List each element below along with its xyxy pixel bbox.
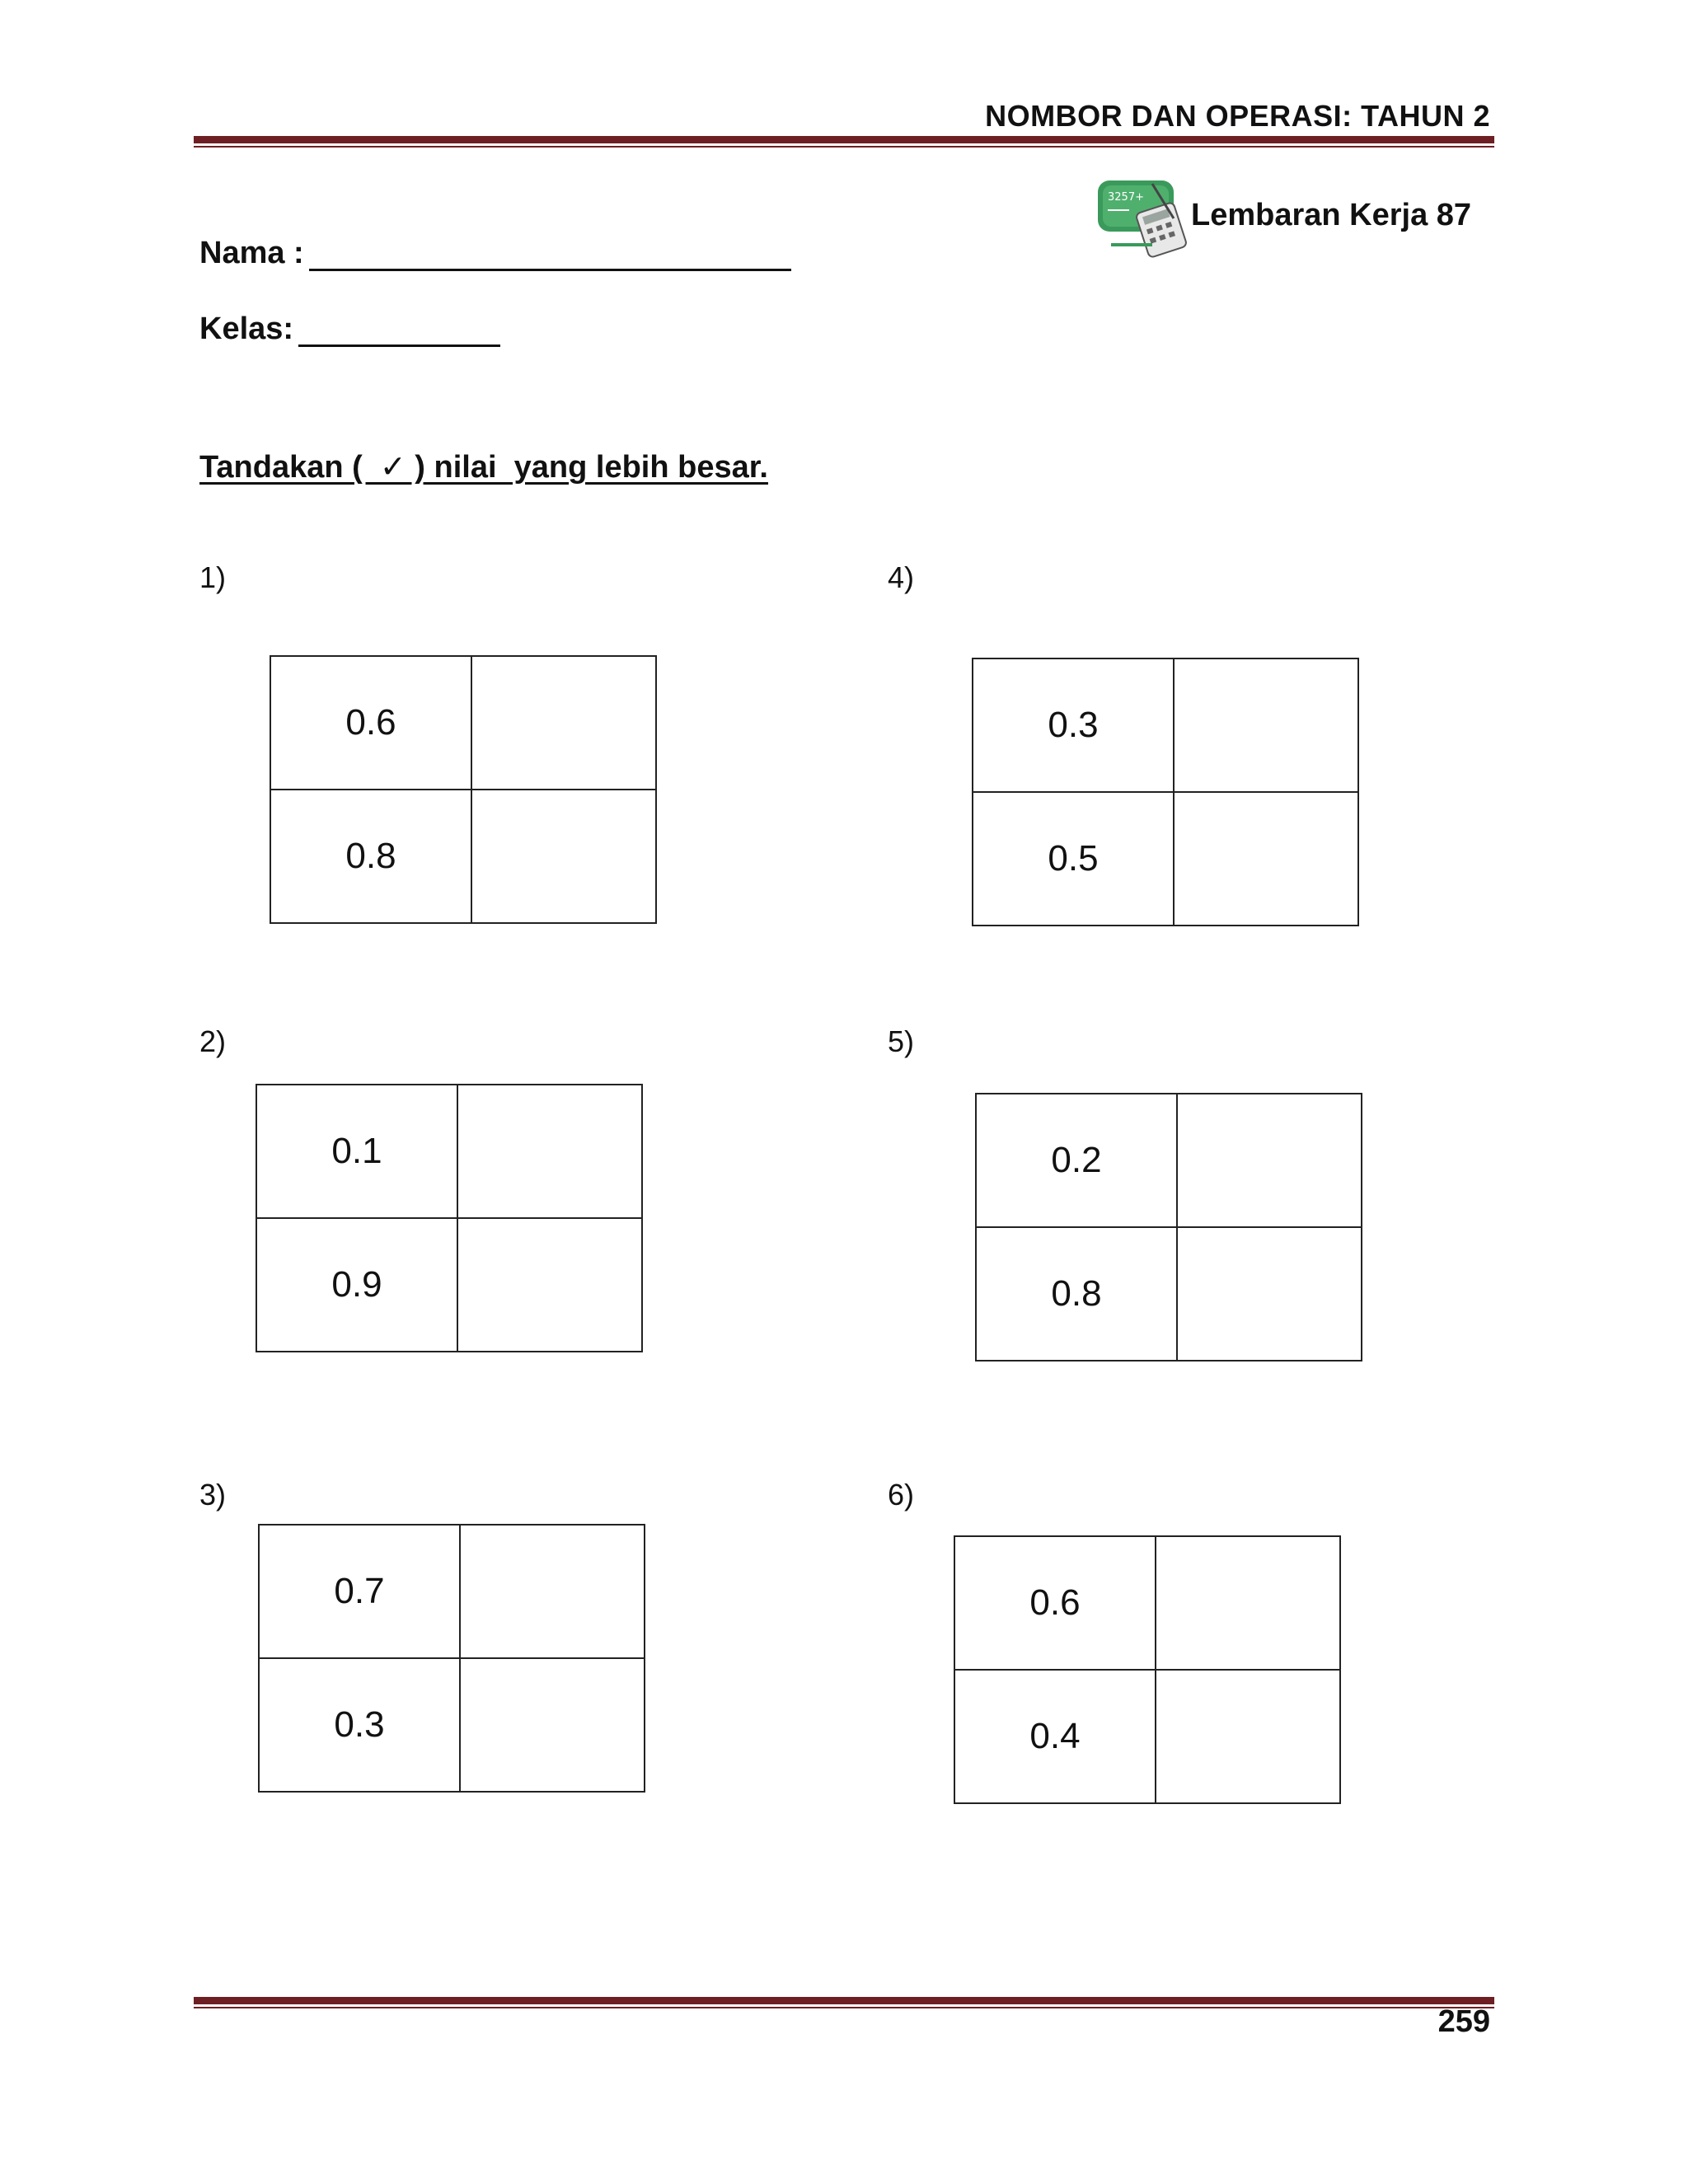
question-6-value-2: 0.4 — [954, 1670, 1156, 1803]
question-3-table — [258, 1524, 645, 1793]
class-blank-line[interactable] — [298, 316, 500, 347]
question-3-value-1: 0.7 — [259, 1525, 460, 1658]
question-1-label: 1) — [199, 560, 227, 594]
question-3-check-box-2[interactable] — [460, 1658, 645, 1792]
question-1-check-box-1[interactable] — [471, 656, 656, 790]
question-2-value-1: 0.1 — [256, 1085, 457, 1218]
logo-text: 3257+ — [1108, 191, 1144, 204]
question-4-check-box-1[interactable] — [1174, 658, 1358, 792]
question-3-value-2: 0.3 — [259, 1658, 460, 1792]
question-3-label: 3) — [199, 1478, 227, 1511]
question-4-table — [972, 658, 1359, 926]
class-label: Kelas: — [199, 312, 294, 346]
header-rule — [194, 136, 1494, 148]
question-4-check-box-2[interactable] — [1174, 792, 1358, 926]
page-number: 259 — [1437, 2004, 1490, 2039]
calculator-chalkboard-icon — [1096, 177, 1191, 260]
question-6-check-box-1[interactable] — [1156, 1536, 1340, 1670]
question-5-value-1: 0.2 — [976, 1094, 1177, 1227]
name-label: Nama : — [199, 236, 304, 270]
question-1-value-2: 0.8 — [270, 790, 471, 923]
question-6-table — [954, 1535, 1341, 1804]
question-2-table — [256, 1084, 643, 1352]
question-1-value-1: 0.6 — [270, 656, 471, 790]
question-6-check-box-2[interactable] — [1156, 1670, 1340, 1803]
question-2-label: 2) — [199, 1024, 227, 1058]
question-5-check-box-1[interactable] — [1177, 1094, 1362, 1227]
class-field — [199, 312, 500, 347]
name-blank-line[interactable] — [309, 241, 791, 271]
question-1-table — [270, 655, 657, 924]
question-4-value-2: 0.5 — [973, 792, 1174, 926]
question-6-label: 6) — [888, 1478, 915, 1511]
question-5-label: 5) — [888, 1024, 915, 1058]
footer-rule — [194, 1997, 1494, 2008]
question-4-value-1: 0.3 — [973, 658, 1174, 792]
question-5-check-box-2[interactable] — [1177, 1227, 1362, 1361]
question-6-value-1: 0.6 — [954, 1536, 1156, 1670]
worksheet-title: Lembaran Kerja 87 — [1191, 198, 1472, 232]
question-2-value-2: 0.9 — [256, 1218, 457, 1352]
header-title: NOMBOR DAN OPERASI: TAHUN 2 — [985, 99, 1490, 133]
question-3-check-box-1[interactable] — [460, 1525, 645, 1658]
question-2-check-box-1[interactable] — [457, 1085, 642, 1218]
instruction-text: Tandakan ( ✓ ) nilai yang lebih besar. — [199, 450, 768, 485]
question-1-check-box-2[interactable] — [471, 790, 656, 923]
name-field — [199, 236, 791, 271]
question-5-value-2: 0.8 — [976, 1227, 1177, 1361]
question-5-table — [975, 1093, 1362, 1361]
question-4-label: 4) — [888, 560, 915, 594]
question-2-check-box-2[interactable] — [457, 1218, 642, 1352]
